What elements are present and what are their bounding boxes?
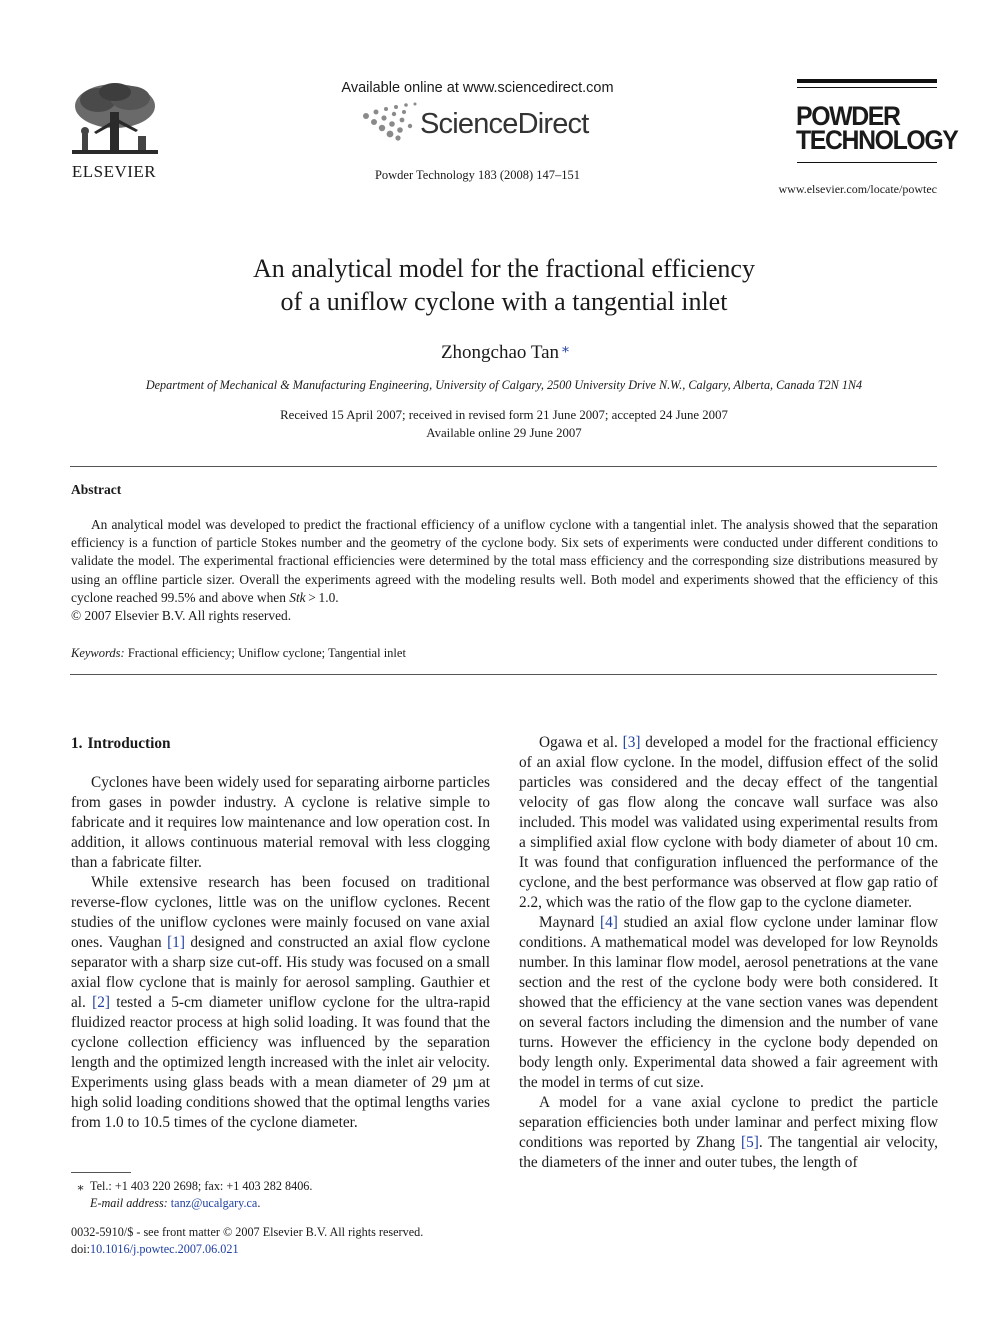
author-affiliation: Department of Mechanical & Manufacturing Engineering, University of Calgary, 2500 University Drive N.W., Calgary, Alberta, Canada T2N 1N4: [145, 378, 863, 392]
intro-paragraph-4: [519, 913, 938, 1093]
journal-name-logo: [796, 101, 958, 155]
email-end: .: [257, 1196, 261, 1210]
intro-paragraph-5: [519, 1093, 938, 1173]
footnote-marker: ⁎: [77, 1179, 84, 1193]
abstract-main-text: An analytical model was developed to predict the fractional efficiency of a uniflow cyclone with a tangential inlet. The analysis showed that the separation efficiency is a function of particle Stokes number and the geometry of the cyclone body. Six sets of experiments were conducted under different conditions to validate the model. The experimental fractional efficiencies were determined by the total mass efficiency and the corresponding size distributions measured by using an offline particle sizer. Overall the experiments agreed with the modeling results well. Both model and experiments showed that the efficiency of this cyclone reached 99.5% and above when: [71, 517, 938, 605]
footnote-tel-line: [71, 1178, 490, 1195]
author-name: [300, 340, 710, 364]
elsevier-tree-logo: [68, 82, 162, 162]
reference-link-3[interactable]: [3]: [622, 734, 641, 751]
journal-top-thin-rule: [797, 87, 937, 88]
abstract-paragraph: [71, 516, 938, 607]
p2-text-a: While extensive research has been focused on traditional reverse-flow cyclones, little was on the uniflow cyclones. Recent studies of the uniflow cyclones were mainly focused on vane axial ones. Vaughan: [71, 874, 490, 951]
article-title: [120, 252, 888, 318]
journal-name-line2: TECHNOLOGY: [796, 125, 958, 155]
abstract-stk-symbol: Stk: [289, 589, 306, 605]
reference-link-2[interactable]: [2]: [92, 994, 110, 1011]
available-online-text: Available online at www.sciencedirect.com: [341, 80, 614, 96]
corresponding-author-footnote: [71, 1178, 490, 1212]
abstract-end-text: > 1.0.: [305, 589, 339, 605]
footnote-rule: [71, 1172, 131, 1173]
journal-top-rule: [797, 79, 937, 83]
journal-url-link[interactable]: www.elsevier.com/locate/powtec: [778, 182, 937, 196]
abstract-copyright: © 2007 Elsevier B.V. All rights reserved.: [71, 608, 292, 624]
abstract-heading: Abstract: [71, 482, 122, 497]
abstract-body: [71, 516, 938, 625]
intro-paragraph-3: [519, 733, 938, 913]
p3-text-b: developed a model for the fractional efficiency of an axial flow cyclone. In the model, diffusion effect of the solid particles was considered and the decay effect of the tangential velocity of gas flow along the concave wall surface was also included. This model was validated using experimental results from a simplified axial flow cyclone with body diameter of about 10 cm. It was found that configuration influenced the performance of the cyclone, and the best performance was observed at flow gap ratio of 2.2, which was the ratio of the flow gap to the cyclone diameter.: [519, 734, 938, 911]
section-number: 1.: [71, 735, 83, 752]
reference-link-5[interactable]: [5]: [740, 1134, 759, 1151]
intro-paragraph-1: Cyclones have been widely used for separating airborne particles from gases in powder industry. A cyclone is relative simple to fabricate and it requires low maintenance and low operation cost. In addition, it allows continuous material removal with less clogging than a fabricate filter.: [71, 774, 490, 871]
p4-text-b: studied an axial flow cyclone under laminar flow conditions. A mathematical model was developed for low Reynolds number. In this laminar flow model, aerosol penetrations at the vane section and the rest of the cyclone body were both considered. It showed that the efficiency at the vane section vanes was dependent on several factors including the dimension and the number of vane turns. However the efficiency in the cyclone body depended on body length only. Experimental data showed a fair agreement with the model in terms of cut size.: [519, 914, 939, 1091]
right-column: [519, 733, 938, 1173]
author-text: Zhongchao Tan: [440, 342, 560, 363]
issn-line: 0032-5910/$ - see front matter © 2007 Elsevier B.V. All rights reserved.: [71, 1225, 424, 1239]
reference-link-1[interactable]: [1]: [167, 934, 185, 951]
received-dates: Received 15 April 2007; received in revised form 21 June 2007; accepted 24 June 2007: [280, 408, 728, 422]
keywords-list: Fractional efficiency; Uniflow cyclone; Tangential inlet: [127, 646, 406, 660]
title-line-1: An analytical model for the fractional efficiency: [253, 254, 755, 283]
keywords-label: Keywords:: [71, 646, 125, 660]
email-label: E-mail address:: [90, 1196, 168, 1210]
section-heading-introduction: [71, 735, 176, 753]
front-matter: [71, 1224, 490, 1258]
p3-text-a: Ogawa et al.: [539, 734, 623, 751]
doi-label: doi:: [71, 1242, 90, 1256]
doi-link[interactable]: 10.1016/j.powtec.2007.06.021: [89, 1242, 239, 1256]
abstract-top-rule: [70, 466, 937, 467]
available-date: Available online 29 June 2007: [426, 426, 582, 440]
p2-text-b: designed and constructed an axial flow cyclone separator with a sharp size cut-off. His study was focused on a small axial flow cyclone that is mainly for aerosol sampling. Gauthier et al.: [71, 934, 491, 1011]
journal-reference: Powder Technology 183 (2008) 147–151: [374, 168, 581, 182]
sciencedirect-dots-icon: [360, 100, 420, 146]
intro-paragraph-2: [71, 873, 490, 1133]
publisher-name: ELSEVIER: [71, 162, 157, 181]
reference-link-4[interactable]: [4]: [600, 914, 618, 931]
email-link[interactable]: tanz@ucalgary.ca: [170, 1196, 258, 1210]
author-footnote-marker[interactable]: ⁎: [562, 341, 570, 356]
p5-text-b: . The tangential air velocity, the diameters of the inner and outer tubes, the length of: [519, 1134, 938, 1171]
section-title: Introduction: [87, 735, 171, 752]
journal-name-line1: POWDER: [796, 101, 900, 131]
title-line-2: of a uniflow cyclone with a tangential inlet: [280, 287, 728, 316]
p5-text-a: A model for a vane axial cyclone to predict the particle separation efficiencies both under laminar and perfect mixing flow conditions was reported by Zhang: [519, 1094, 938, 1151]
p2-text-c: tested a 5-cm diameter uniflow cyclone for the ultra-rapid fluidized reactor process at high solid loading. It was found that the cyclone collection efficiency was influenced by the separation length and the optimized length increased with the inlet air velocity. Experiments using glass beads with a mean diameter of 29 µm at high solid loading conditions showed that the optimal lengths varies from 1.0 to 10.5 times of the cyclone diameter.: [71, 994, 490, 1131]
abstract-bottom-rule: [70, 674, 937, 675]
sciencedirect-logo-text: ScienceDirect: [420, 108, 589, 140]
p4-text-a: Maynard: [539, 914, 601, 931]
sciencedirect-logo[interactable]: [360, 100, 600, 146]
journal-bottom-rule: [797, 162, 937, 163]
footnote-email-line: [71, 1195, 490, 1212]
left-column: [71, 773, 490, 1133]
article-dates: [120, 406, 888, 442]
keywords: [71, 646, 406, 661]
doi-line: [71, 1241, 490, 1258]
footnote-tel: Tel.: +1 403 220 2698; fax: +1 403 282 8406.: [90, 1179, 313, 1193]
